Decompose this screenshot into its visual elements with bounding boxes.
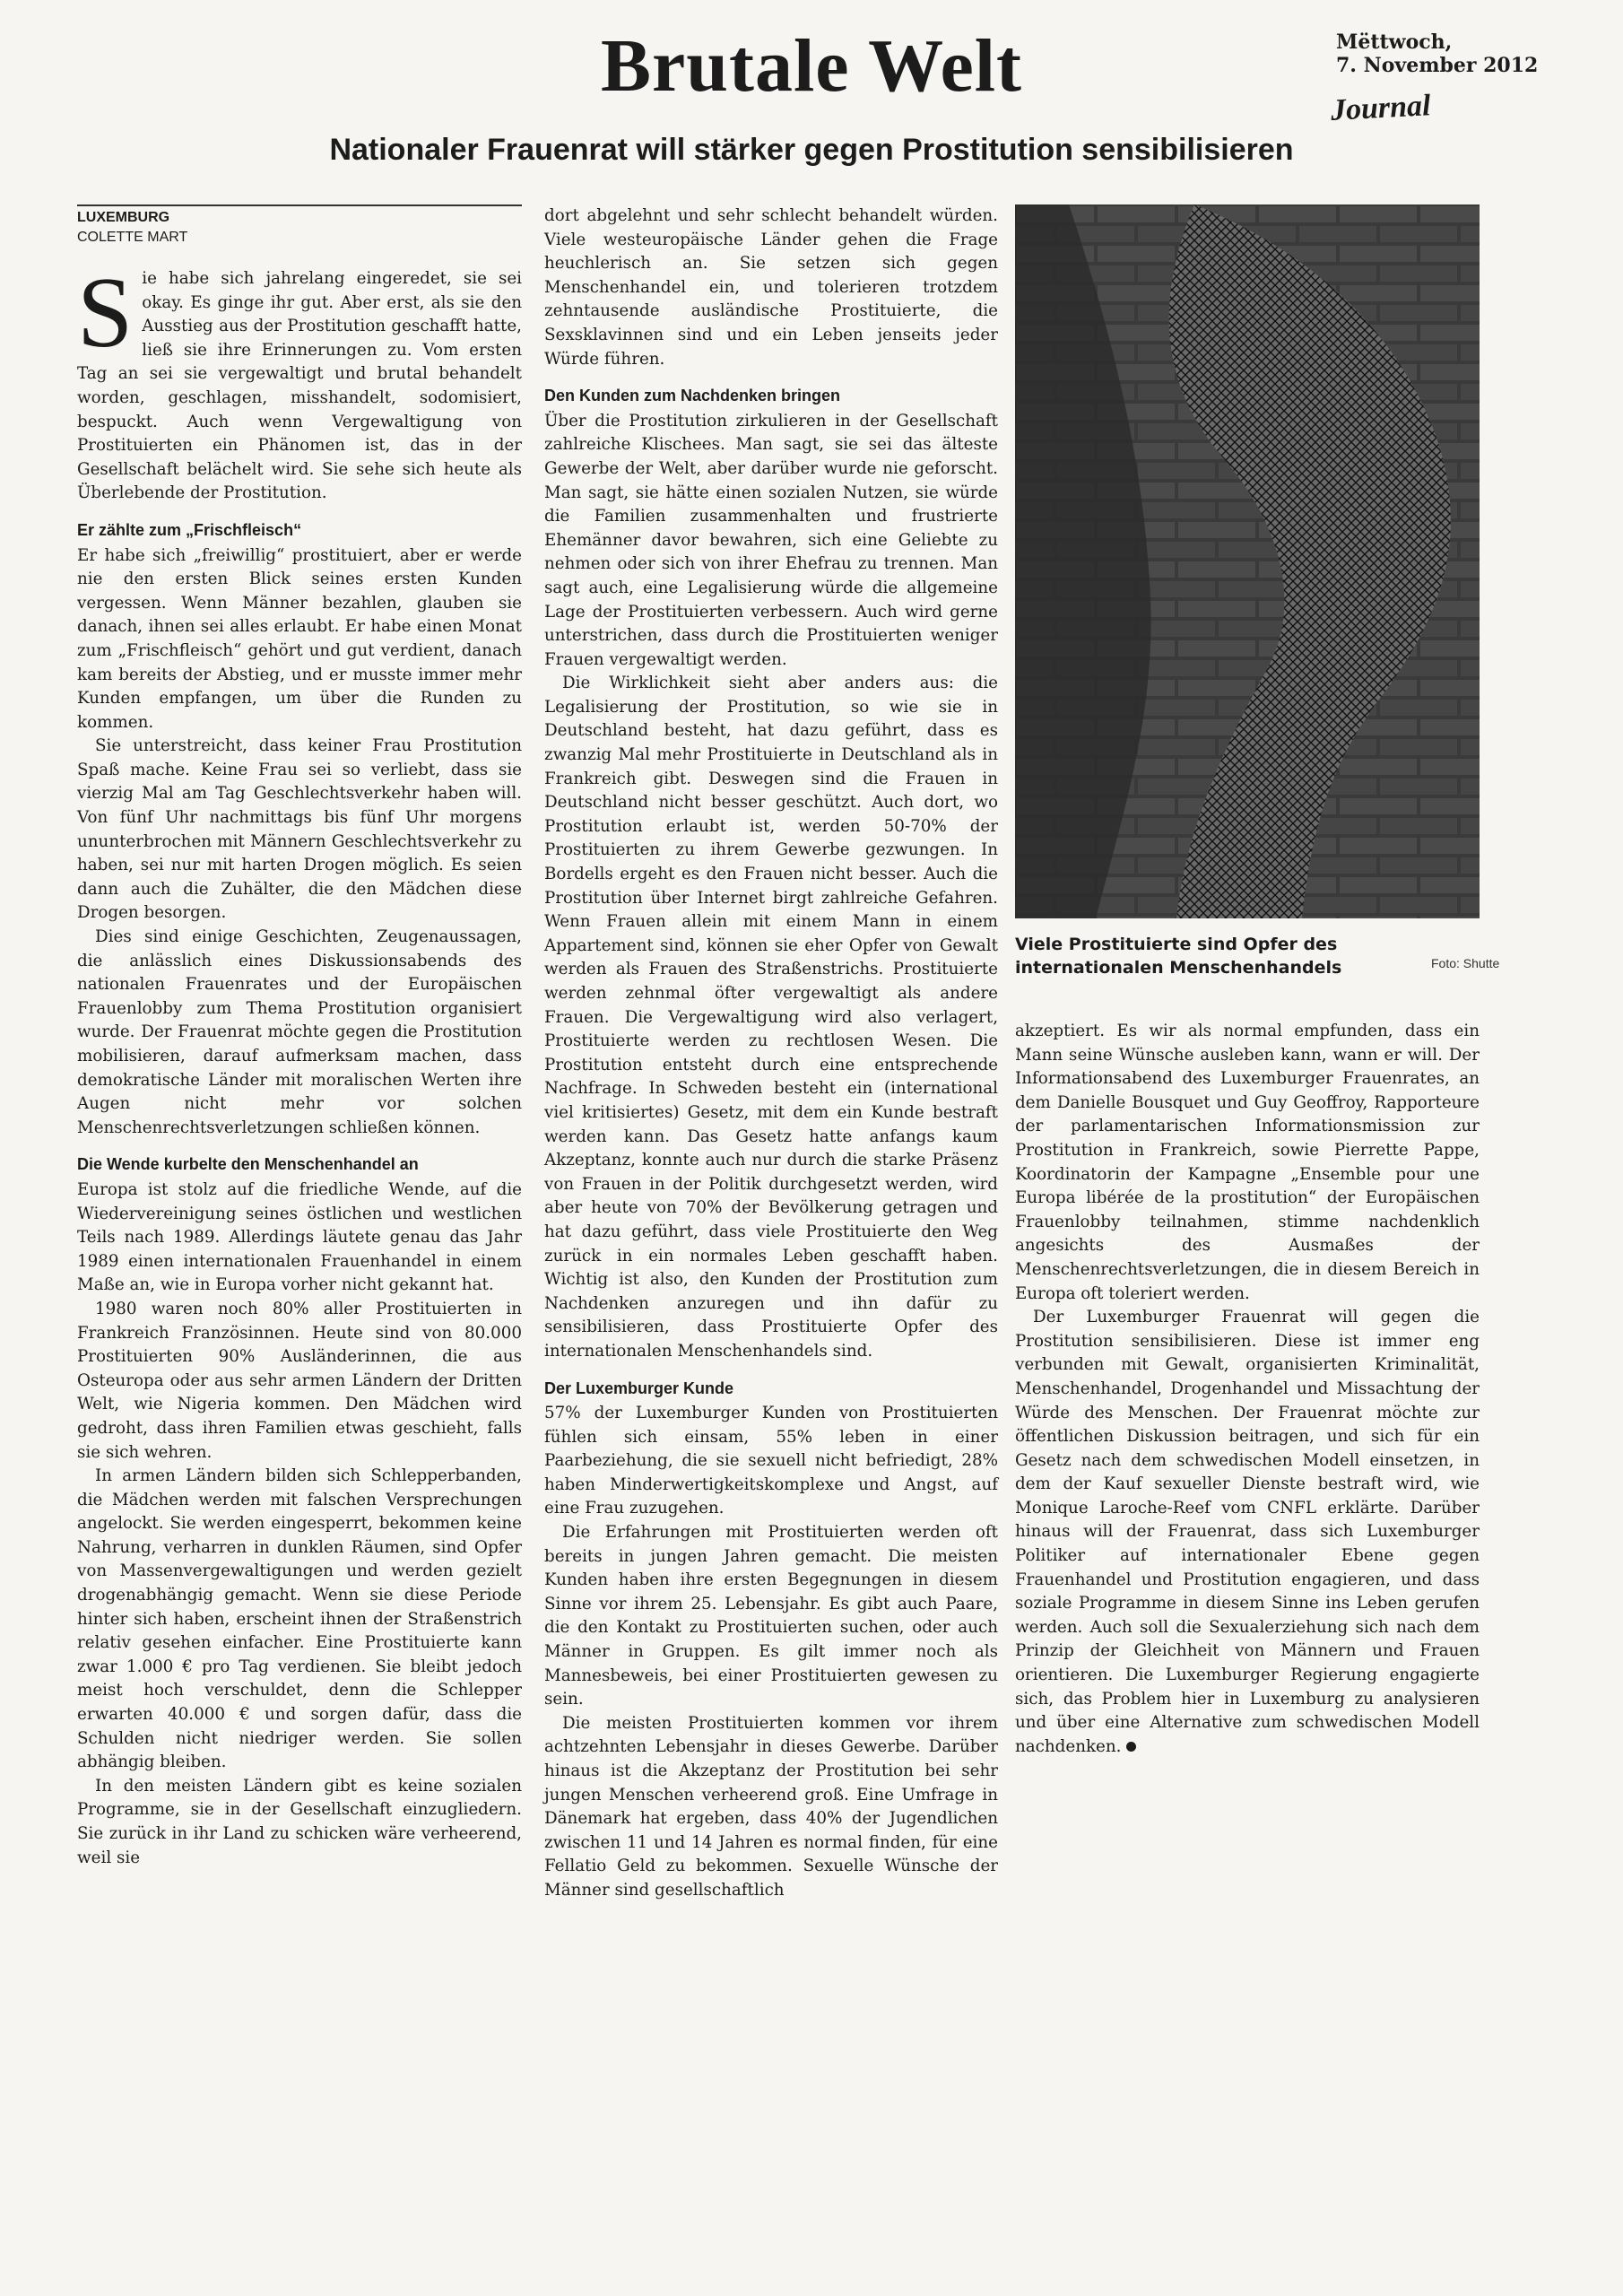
photo-credit: Foto: Shutte — [1431, 956, 1500, 970]
dropcap: S — [77, 257, 134, 369]
paragraph: Sie unterstreicht, dass keiner Frau Prostitution Spaß mache. Keine Frau sei so verliebt, dass sie vierzig Mal am Tag Geschlechtsverkehr haben will. Von fünf Uhr nachmittags bis fünf Uhr morgens ununterbrochen mit Männern Geschlechtsverkehr zu haben, sei nur mit harten Drogen möglich. Es seien dann auch die Zuhälter, die den Mädchen diese Drogen besorgen. — [77, 736, 522, 923]
paragraph: akzeptiert. Es wir als normal empfunden, dass ein Mann seine Wünsche ausleben kann, wann er will. Der Informationsabend des Luxemburger Frauenrates, an dem Danielle Bousquet und Guy Geoffroy, Rapporteure der parlamentarischen Informationsmission zur Prostitution in Frankreich, sowie Pierrette Pappe, Koordinatorin der Kampagne „Ensemble pour une Europa libérée de la prostitution“ der Europäischen Frauenlobby teilnahmen, stimme nachdenklich angesichts des Ausmaßes der Menschenrechtsverletzungen, die in diesem Bereich in Europa oft toleriert werden. — [1015, 1022, 1480, 1303]
paragraph: Er habe sich „freiwillig“ prostituiert, aber er werde nie den ersten Blick seines ersten Kunden vergessen. Wenn Männer bezahlen, glauben sie danach, ihnen sei alles erlaubt. Er habe einen Monat zum „Frischfleisch“ gehört und gut verdient, danach kam bereits der Abstieg, und er musste immer mehr Kunden empfangen, um über die Runden zu kommen. — [77, 545, 522, 732]
paragraph: Die Erfahrungen mit Prostituierten werden oft bereits in jungen Jahren gemacht. Die meisten Kunden haben ihre ersten Begegnungen in diesem Sinne vor ihrem 25. Lebensjahr. Es gibt auch Paare, die den Kontakt zu Prostituierten suchen, oder auch Männer in Gruppen. Es gilt immer noch als Mannesbeweis, bei einer Prostituierten gewesen zu sein. — [544, 1523, 998, 1709]
paragraph: dort abgelehnt und sehr schlecht behandelt würden. Viele westeuropäische Länder gehen die Frage heuchlerisch an. Sie setzen sich gegen Menschenhandel ein, und tolerieren trotzdem zehntausende ausländische Prostituierte, die Sexsklavinnen sind und ein Leben jenseits jeder Würde führen. — [544, 206, 998, 369]
paragraph: Die Wirklichkeit sieht aber anders aus: die Legalisierung der Prostitution, so wie sie in Deutschland besteht, hat dazu geführt, dass es zwanzig Mal mehr Prostituierte in Deutschland als in Frankreich gibt. Deswegen sind die Frauen in Deutschland nicht besser geschützt. Auch dort, wo Prostitution erlaubt ist, werden 50-70% der Prostituierten zu ihrem Gewerbe gezwungen. In Bordells ergeht es den Frauen nicht besser. Auch die Prostitution über Internet birgt zahlreiche Gefahren. Wenn Frauen allein mit einem Mann in einem Appartement sind, können sie eher Opfer von Gewalt werden als Frauen des Straßenstrichs. Prostituierte werden zehnmal öfter vergewaltigt als andere Frauen. Die Vergewaltigung wird also verlagert, Prostituierte werden zu rechtlosen Wesen. Die Prostitution entsteht durch eine entsprechende Nachfrage. In Schweden besteht ein (international viel kritisiertes) Gesetz, mit dem ein Kunde bestraft werden kann. Das Gesetz hatte anfangs kaum Akzeptanz, konnte auch nur durch die starke Präsenz von Frauen in der Politik durchgesetzt werden, wird aber heute von 70% der Bevölkerung getragen und hat dazu geführt, dass viele Prostituierte den Weg zurück in ein normales Leben geschafft haben. Wichtig ist also, den Kunden der Prostitution zum Nachdenken anzuregen und ihn dafür zu sensibilisieren, dass Prostituierte Opfer des internationalen Menschenhandels sind. — [544, 674, 998, 1361]
date: 7. November 2012 — [1336, 54, 1539, 78]
date-day: Mëttwoch, — [1336, 30, 1453, 54]
end-mark-icon — [1126, 1742, 1136, 1752]
paragraph: In armen Ländern bilden sich Schlepperbanden, die Mädchen werden mit falschen Versprechungen angelockt. Sie werden eingesperrt, bekommen keine Nahrung, verharren in dunklen Räumen, sind Opfer von Massenvergewaltigungen und werden gezielt drogenabhängig gemacht. Wenn sie diese Periode hinter sich haben, erscheint ihnen der Straßenstrich relativ gesehen einfacher. Eine Prostituierte kann zwar 1.000 € pro Tag verdienen. Sie bleibt jedoch meist hoch verschuldet, denn die Schlepper erwarten 40.000 € und sorgen dafür, dass die Schulden nicht niedriger werden. Sie sollen abhängig bleiben. — [77, 1466, 522, 1772]
dateline — [1336, 30, 1551, 78]
subheadline: Nationaler Frauenrat will stärker gegen Prostitution sensibilisieren — [329, 133, 1294, 167]
section-heading: Der Luxemburger Kunde — [544, 1378, 734, 1397]
paragraph: Über die Prostitution zirkulieren in der Gesellschaft zahlreiche Klischees. Man sagt, sie sei das älteste Gewerbe der Welt, aber darüber wurde nie geforscht. Man sagt, sie hätte einen sozialen Nutzen, sie würde die Familien zusammenhalten und frustrierte Ehemänner davor bewahren, sich eine Geliebte zu nehmen oder sich von ihrer Ehefrau zu trennen. Man sagt auch, eine Legalisierung würde die allgemeine Lage der Prostituierten verbessern. Auch wird gerne unterstrichen, dass durch die Prostituierten weniger Frauen vergewaltigt werden. — [544, 411, 998, 669]
article-column-1 — [77, 204, 522, 1870]
paragraph: Die meisten Prostituierten kommen vor ihrem achtzehnten Lebensjahr in dieses Gewerbe. Darüber hinaus ist die Akzeptanz der Prostitution bei sehr jungen Menschen verheerend groß. Eine Umfrage in Dänemark hat ergeben, dass 40% der Jugendlichen zwischen 11 und 14 Jahren es normal finden, für eine Fellatio Geld zu bekommen. Sexuelle Wünsche der Männer sind gesellschaftlich — [544, 1713, 998, 1900]
section-heading: Die Wende kurbelte den Menschenhandel an — [77, 1155, 419, 1174]
article-photo — [1015, 204, 1480, 918]
photo-illustration — [1015, 204, 1480, 918]
headline: Brutale Welt — [600, 24, 1023, 108]
photo-caption: Viele Prostituierte sind Opfer des internationalen Menschenhandels — [1015, 935, 1342, 978]
paragraph: Dies sind einige Geschichten, Zeugenaussagen, die anlässlich eines Diskussionsabends des nationalen Frauenrates und der Europäischen Frauenlobby zum Thema Prostitution organisiert wurde. Der Frauenrat möchte gegen die Prostitution mobilisieren, darauf aufmerksam machen, dass demokratische Länder mit moralischen Werten ihre Augen nicht mehr vor solchen Menschenrechtsverletzungen schließen können. — [77, 927, 522, 1137]
author-byline: COLETTE MART — [77, 230, 188, 245]
closing-paragraph: Der Luxemburger Frauenrat will gegen die Prostitution sensibilisieren. Diese ist immer eng verbunden mit Gewalt, organisierten Kriminalität, Menschenhandel, Drogenhandel und Missachtung der Würde des Menschen. Der Frauenrat möchte zur öffentlichen Diskussion beitragen, und sich für ein Gesetz nach dem schwedischen Modell einsetzen, in dem der Kauf sexueller Dienste bestraft wird, wie Monique Laroche-Reef vom CNFL erklärte. Darüber hinaus will der Frauenrat, dass sich Luxemburger Politiker auf internationaler Ebene gegen Frauenhandel und Prostitution engagieren, und dass soziale Programme in diesem Sinne ins Leben gerufen werden. Auch soll die Sexualerziehung sich nach dem Prinzip der Gleichheit von Männern und Frauen orientieren. Die Luxemburger Regierung engagierte sich, das Problem hier in Luxemburg zu analysieren und über eine Alternative zum schwedischen Modell nachdenken. — [1015, 1308, 1480, 1756]
paragraph: Europa ist stolz auf die friedliche Wende, auf die Wiedervereinigung seines östlichen und westlichen Teils nach 1989. Allerdings läutete genau das Jahr 1989 einen internationalen Frauenhandel in einem Maße an, wie in Europa vorher nicht gekannt hat. — [77, 1179, 522, 1295]
paragraph: In den meisten Ländern gibt es keine sozialen Programme, sie in der Gesellschaft einzugliedern. Sie zurück in ihr Land zu schicken wäre verheerend, weil sie — [77, 1776, 522, 1867]
publication-logo: Journal — [1330, 89, 1432, 127]
section-heading: Er zählte zum „Frischfleisch“ — [77, 520, 302, 539]
paragraph: 57% der Luxemburger Kunden von Prostituierten fühlen sich einsam, 55% leben in einer Paarbeziehung, die sie sexuell nicht befriedigt, 28% haben Minderwertigkeitskomplexe und Angst, auf eine Frau zuzugehen. — [544, 1404, 998, 1518]
intro-paragraph: Sie habe sich jahrelang eingeredet, sie sei okay. Es ginge ihr gut. Aber erst, als sie den Ausstieg aus der Prostitution geschafft hatte, ließ sie ihre Erinnerungen zu. Vom ersten Tag an sei sie vergewaltigt und brutal behandelt worden, geschlagen, misshandelt, sodomisiert, bespuckt. Auch wenn Vergewaltigung von Prostituierten ein Phänomen ist, das in der Gesellschaft belächelt wird. Sie sehe sich heute als Überlebende der Prostitution. — [77, 257, 522, 503]
section-heading: Den Kunden zum Nachdenken bringen — [544, 387, 841, 405]
article-column-3 — [1015, 1020, 1480, 1759]
location-tag: LUXEMBURG — [77, 210, 170, 225]
article-column-2 — [544, 204, 998, 1903]
paragraph: 1980 waren noch 80% aller Prostituierten in Frankreich Französinnen. Heute sind von 80.000 Prostituierten 90% Ausländerinnen, die aus Osteuropa oder aus sehr armen Ländern der Dritten Welt, wie Nigeria kommen. Den Mädchen wird gedroht, dass ihren Familien etwas geschieht, falls sie sich wehren. — [77, 1299, 522, 1462]
